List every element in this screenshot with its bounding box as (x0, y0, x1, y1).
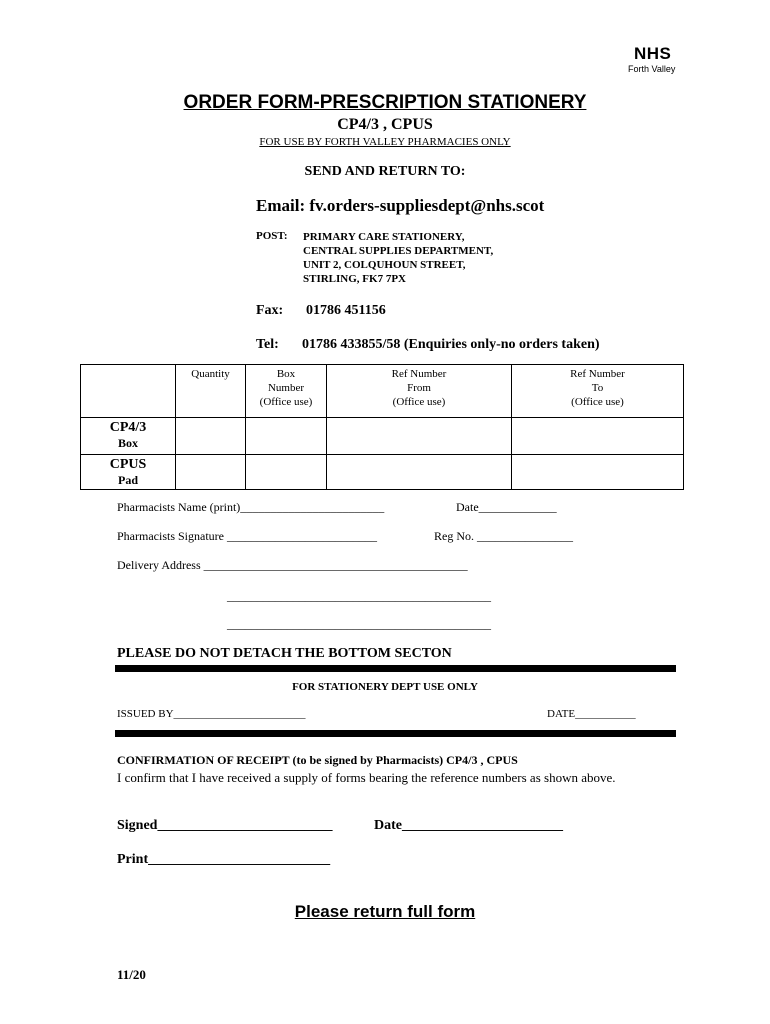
row-label-cp43: CP4/3 Box (81, 418, 176, 455)
divider-bar (115, 665, 676, 672)
row-label-cpus: CPUS Pad (81, 455, 176, 490)
print-name-field[interactable]: Print__________________________ (117, 852, 331, 867)
form-title: ORDER FORM-PRESCRIPTION STATIONERY (183, 92, 587, 113)
post-line: PRIMARY CARE STATIONERY, (303, 231, 465, 243)
col-header-quantity: Quantity (176, 365, 246, 418)
nhs-logo-region: Forth Valley (628, 64, 676, 74)
issued-by-field[interactable]: ISSUED BY________________________ (117, 708, 306, 720)
delivery-address-line[interactable]: ____________________________________________ (227, 589, 491, 603)
date-field[interactable]: Date_____________ (456, 500, 557, 514)
nhs-logo-text: NHS (634, 44, 672, 63)
fax-label: Fax: (256, 303, 284, 318)
cp43-ref-from-cell[interactable] (327, 418, 512, 455)
table-header-row (81, 365, 684, 418)
pharmacist-signature-field[interactable]: Pharmacists Signature _________________________ (117, 529, 377, 543)
col-header-box-number: Box Number (Office use) (246, 365, 327, 418)
cpus-quantity-cell[interactable] (176, 455, 246, 490)
confirmation-heading: CONFIRMATION OF RECEIPT (to be signed by Pharmacists) CP4/3 , CPUS (117, 753, 518, 767)
reg-no-field[interactable]: Reg No. ________________ (434, 529, 573, 543)
post-line: CENTRAL SUPPLIES DEPARTMENT, (303, 245, 494, 257)
delivery-address-field[interactable]: Delivery Address ____________________________________________ (117, 558, 468, 572)
form-version-code: 11/20 (117, 967, 146, 982)
table-row (81, 455, 684, 490)
order-table (80, 364, 684, 490)
stationery-dept-heading: FOR STATIONERY DEPT USE ONLY (292, 681, 478, 693)
table-corner-cell (81, 365, 176, 418)
table-row (81, 418, 684, 455)
divider-bar (115, 730, 676, 737)
confirmation-text: I confirm that I have received a supply of forms bearing the reference numbers as shown above. (117, 770, 616, 785)
use-note: FOR USE BY FORTH VALLEY PHARMACIES ONLY (259, 136, 511, 148)
form-subtitle: CP4/3 , CPUS (337, 116, 433, 133)
cpus-box-number-cell[interactable] (246, 455, 327, 490)
delivery-address-line[interactable]: ____________________________________________ (227, 617, 491, 631)
post-line: STIRLING, FK7 7PX (303, 273, 406, 285)
cp43-quantity-cell[interactable] (176, 418, 246, 455)
email-address: Email: fv.orders-suppliesdept@nhs.scot (256, 196, 545, 215)
confirmation-date-field[interactable]: Date_______________________ (374, 818, 563, 833)
nhs-logo (628, 44, 688, 80)
return-full-form-note: Please return full form (294, 902, 476, 921)
col-header-ref-from: Ref Number From (Office use) (327, 365, 512, 418)
cpus-ref-from-cell[interactable] (327, 455, 512, 490)
detach-warning: PLEASE DO NOT DETACH THE BOTTOM SECTON (117, 646, 452, 661)
tel-label: Tel: (256, 337, 279, 352)
fax-number: 01786 451156 (306, 303, 386, 318)
cp43-ref-to-cell[interactable] (512, 418, 684, 455)
issued-date-field[interactable]: DATE___________ (547, 708, 636, 720)
cpus-ref-to-cell[interactable] (512, 455, 684, 490)
post-address (303, 230, 493, 286)
signed-field[interactable]: Signed_________________________ (117, 818, 333, 833)
pharmacist-name-field[interactable]: Pharmacists Name (print)________________________ (117, 500, 385, 514)
col-header-ref-to: Ref Number To (Office use) (512, 365, 684, 418)
tel-number: 01786 433855/58 (Enquiries only-no orders taken) (302, 337, 600, 352)
send-return-heading: SEND AND RETURN TO: (304, 164, 466, 179)
post-label: POST: (256, 230, 288, 242)
cp43-box-number-cell[interactable] (246, 418, 327, 455)
post-line: UNIT 2, COLQUHOUN STREET, (303, 259, 466, 271)
